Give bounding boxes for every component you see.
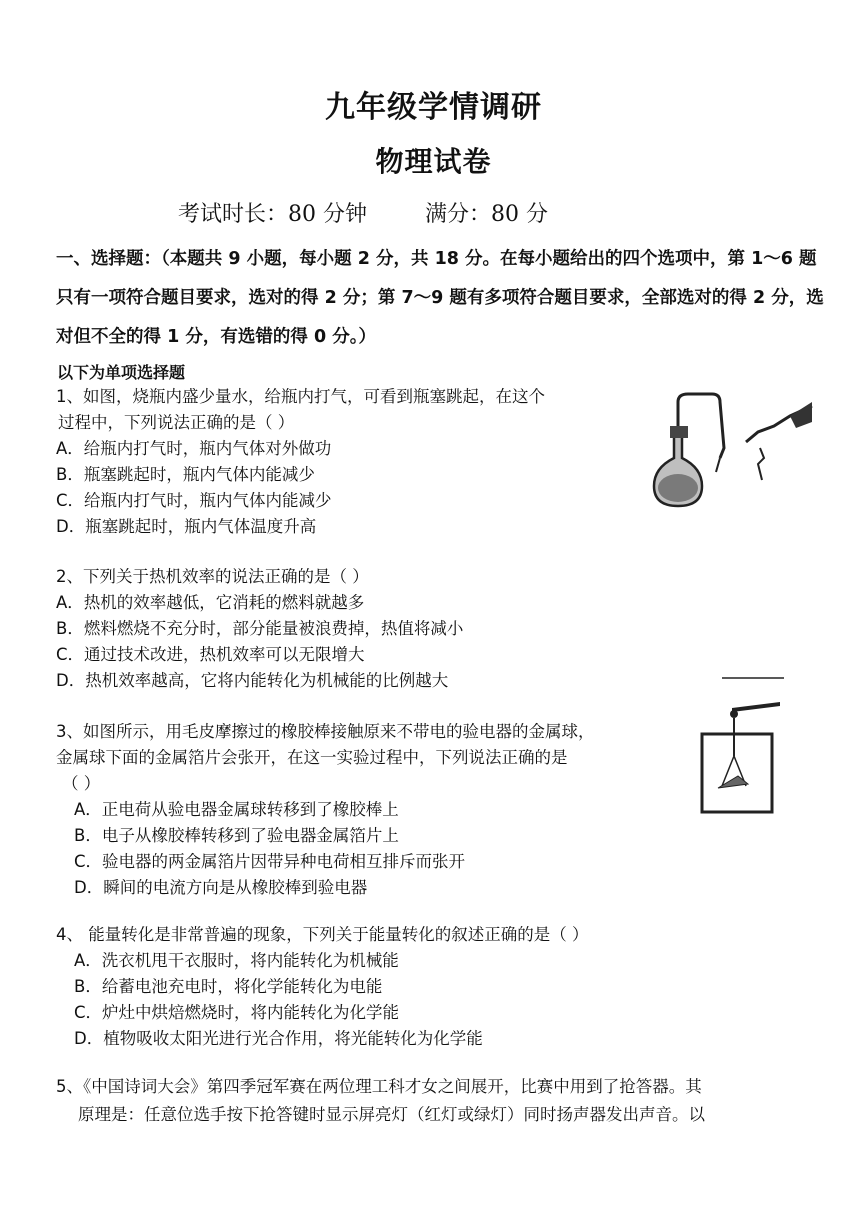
question-stem-line: 过程中，下列说法正确的是（ ） [58,413,295,432]
electroscope-figure [688,676,808,816]
question-2 [56,564,756,694]
option-c: C．验电器的两金属箔片因带异种电荷相互排斥而张开 [74,852,466,871]
option-b: B．给蓄电池充电时，将化学能转化为电能 [74,977,383,996]
question-stem-line: 4、 能量转化是非常普遍的现象，下列关于能量转化的叙述正确的是（ ） [56,925,589,944]
option-a: A．热机的效率越低，它消耗的燃料就越多 [56,593,365,612]
option-b: B．电子从橡胶棒转移到了验电器金属箔片上 [74,826,399,845]
single-choice-label: 以下为单项选择题 [57,363,186,382]
exam-duration: 考试时长：80 分钟 [178,202,367,227]
option-d: D．瓶塞跳起时，瓶内气体温度升高 [56,517,317,536]
section-heading: 一、选择题：（本题共 9 小题，每小题 2 分，共 18 分。在每小题给出的四个选项中，第 1～6 题只有一项符合题目要求，选对的得 2 分；第 7～9 题有多项符合题目要求，全部选对的得 2 分，选对但不全的得 1 分，有选错的得 0 分。） [56,249,824,347]
option-a: A．洗衣机甩干衣服时，将内能转化为机械能 [74,951,399,970]
option-c: C．炉灶中烘焙燃烧时，将内能转化为化学能 [74,1003,400,1022]
question-stem-line: （ ） [62,774,101,793]
option-c: C．给瓶内打气时，瓶内气体内能减少 [56,491,332,510]
flask-pump-figure [640,388,816,514]
option-c: C．通过技术改进，热机效率可以无限增大 [56,645,365,664]
question-stem-line: 原理是：任意位选手按下抢答键时显示屏亮灯（红灯或绿灯）同时扬声器发出声音。以 [78,1105,705,1124]
question-stem-line: 2、下列关于热机效率的说法正确的是（ ） [56,567,369,586]
option-d: D．瞬间的电流方向是从橡胶棒到验电器 [74,878,368,897]
option-d: D．植物吸收太阳光进行光合作用，将光能转化为化学能 [74,1029,483,1048]
option-b: B．燃料燃烧不充分时，部分能量被浪费掉，热值将减小 [56,619,464,638]
question-3 [56,719,696,901]
exam-full-score: 满分：80 分 [425,202,548,227]
question-stem-line: 3、如图所示，用毛皮摩擦过的橡胶棒接触原来不带电的验电器的金属球， [56,722,595,741]
question-1 [56,384,656,540]
exam-subtitle: 物理试卷 [375,145,492,178]
exam-meta [178,197,548,228]
exam-title: 九年级学情调研 [325,90,542,125]
question-stem-line: 金属球下面的金属箔片会张开，在这一实验过程中，下列说法正确的是 [56,748,568,767]
option-b: B．瓶塞跳起时，瓶内气体内能减少 [56,465,315,484]
question-4 [56,922,816,1052]
question-stem-line: 1、如图，烧瓶内盛少量水，给瓶内打气，可看到瓶塞跳起，在这个 [56,387,545,406]
option-d: D．热机效率越高，它将内能转化为机械能的比例越大 [56,671,449,690]
option-a: A．正电荷从验电器金属球转移到了橡胶棒上 [74,800,399,819]
question-stem-line: 5、《中国诗词大会》第四季冠军赛在两位理工科才女之间展开，比赛中用到了抢答器。其 [56,1077,702,1096]
question-5 [56,1073,836,1129]
option-a: A．给瓶内打气时，瓶内气体对外做功 [56,439,332,458]
